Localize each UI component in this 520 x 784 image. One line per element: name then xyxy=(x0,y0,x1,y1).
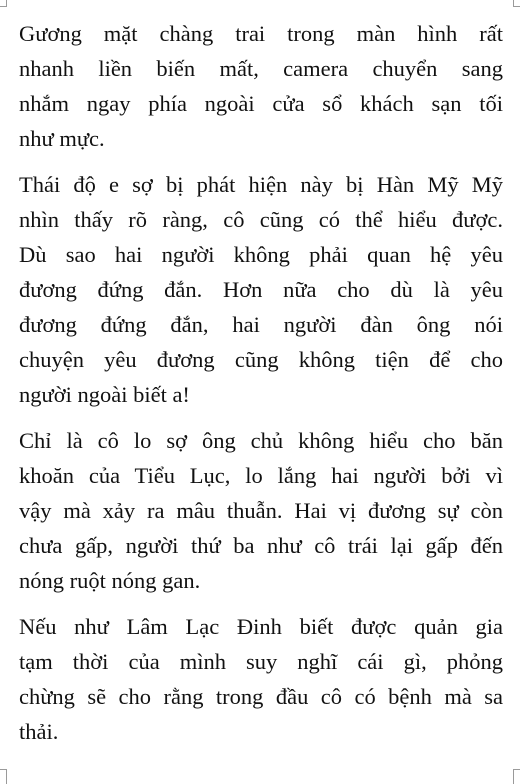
text-line: khoăn của Tiểu Lục, lo lắng hai người bởi vì xyxy=(19,463,503,488)
paragraph-3 xyxy=(19,423,503,598)
text-line: chừng sẽ cho rằng trong đầu cô có bệnh mà sa xyxy=(19,684,503,709)
paragraph-1 xyxy=(19,16,503,156)
paragraph-4 xyxy=(19,609,503,749)
text-line: Thái độ e sợ bị phát hiện này bị Hàn Mỹ Mỹ xyxy=(19,172,503,197)
text-line: nhìn thấy rõ ràng, cô cũng có thể hiểu được. xyxy=(19,207,503,232)
crop-mark-top-left xyxy=(0,0,7,7)
text-line: thải. xyxy=(19,719,59,744)
text-line: vậy mà xảy ra mâu thuẫn. Hai vị đương sự còn xyxy=(19,498,503,523)
paragraph-2 xyxy=(19,167,503,412)
crop-mark-top-right xyxy=(513,0,520,7)
document-body xyxy=(19,16,503,760)
text-line: chưa gấp, người thứ ba như cô trái lại gấp đến xyxy=(19,533,503,558)
text-line: đương đứng đắn. Hơn nữa cho dù là yêu xyxy=(19,277,503,302)
crop-mark-bottom-right xyxy=(513,769,520,784)
text-line: đương đứng đắn, hai người đàn ông nói xyxy=(19,312,503,337)
text-line: Gương mặt chàng trai trong màn hình rất xyxy=(19,21,503,46)
text-line: Nếu như Lâm Lạc Đinh biết được quản gia xyxy=(19,614,503,639)
text-line: như mực. xyxy=(19,126,105,151)
crop-mark-bottom-left xyxy=(0,769,7,784)
text-line: người ngoài biết a! xyxy=(19,382,190,407)
text-line: Dù sao hai người không phải quan hệ yêu xyxy=(19,242,503,267)
text-line: tạm thời của mình suy nghĩ cái gì, phỏng xyxy=(19,649,503,674)
text-line: nóng ruột nóng gan. xyxy=(19,568,201,593)
text-line: nhanh liền biến mất, camera chuyển sang xyxy=(19,56,503,81)
text-line: Chỉ là cô lo sợ ông chủ không hiểu cho băn xyxy=(19,428,503,453)
text-line: nhắm ngay phía ngoài cửa sổ khách sạn tối xyxy=(19,91,503,116)
text-line: chuyện yêu đương cũng không tiện để cho xyxy=(19,347,503,372)
